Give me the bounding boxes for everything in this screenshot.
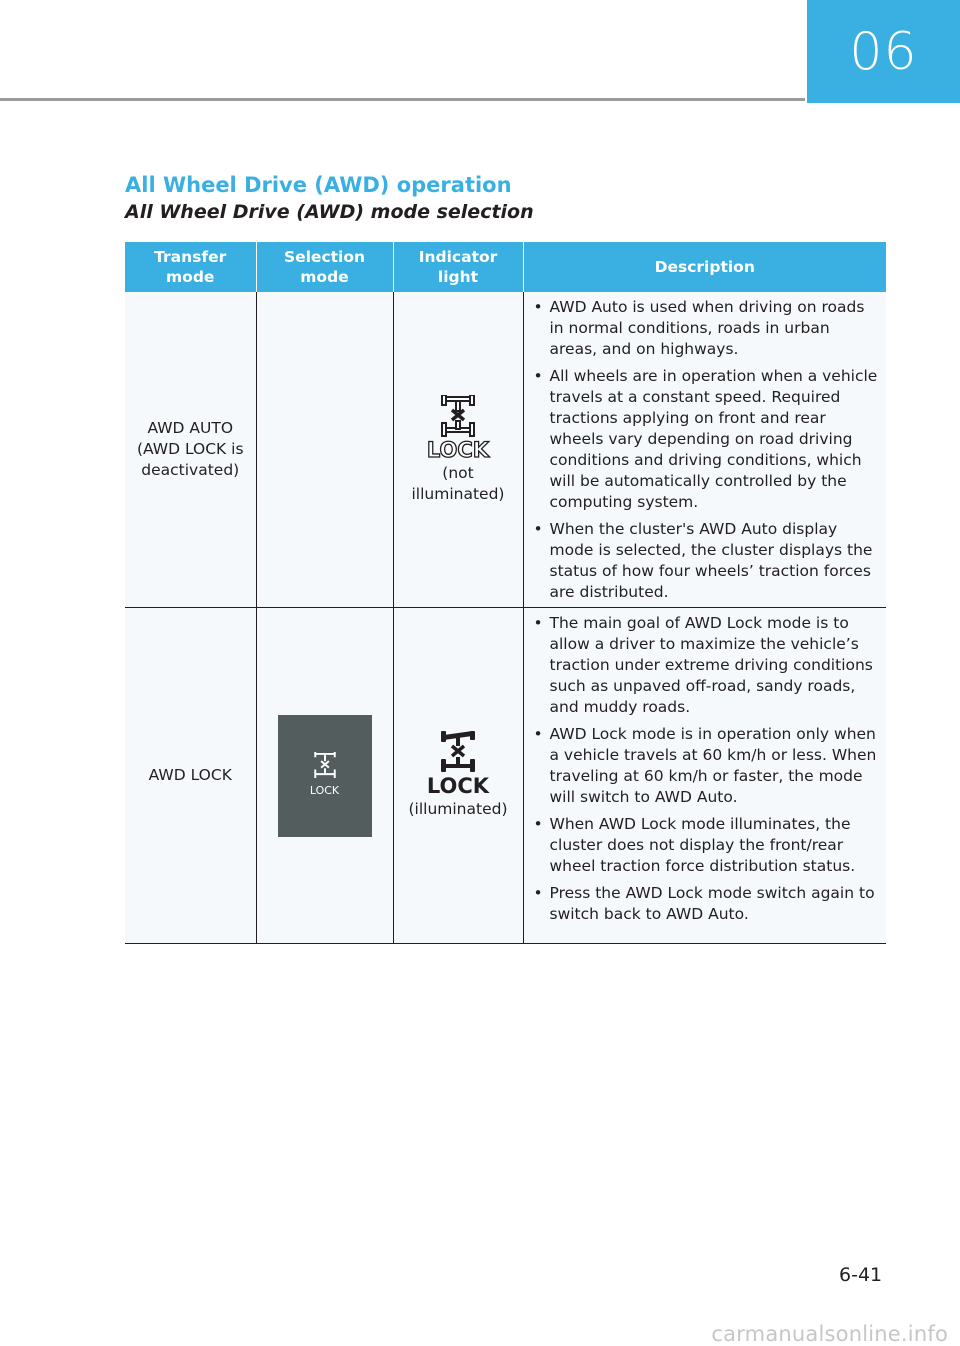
header-rule xyxy=(0,98,805,101)
page-number: 6-41 xyxy=(839,1264,883,1286)
indicator-state-text: (not illuminated) xyxy=(411,463,505,503)
list-item: • When the cluster's AWD Auto display mode is selected, the cluster displays the status of how four wheels’ traction forces are distributed. xyxy=(532,519,881,603)
transfer-mode-cell xyxy=(125,608,256,944)
chapter-tab xyxy=(807,0,960,103)
transfer-mode-text: AWD LOCK xyxy=(148,766,232,784)
indicator-light-cell xyxy=(393,292,523,608)
awd-lock-solid-icon xyxy=(438,731,478,773)
watermark: carmanualsonline.info xyxy=(711,1322,948,1346)
subsection-title: All Wheel Drive (AWD) mode selection xyxy=(125,201,534,223)
table-row-awd-auto xyxy=(125,292,886,608)
transfer-mode-text: AWD AUTO (AWD LOCK is deactivated) xyxy=(136,419,244,479)
list-item: • When AWD Lock mode illuminates, the cluster does not display the front/rear wheel traction force distribution status. xyxy=(532,814,881,877)
transfer-mode-cell xyxy=(125,292,256,608)
selection-mode-cell xyxy=(256,608,393,944)
switch-label: LOCK xyxy=(309,783,340,797)
list-item: • The main goal of AWD Lock mode is to allow a driver to maximize the vehicle’s traction under extreme driving conditions such as unpaved off-road, sandy roads, and muddy roads. xyxy=(532,613,881,718)
indicator-state-text: (illuminated) xyxy=(408,800,508,818)
header-indicator-light: Indicator light xyxy=(393,242,523,292)
description-list xyxy=(532,297,881,603)
header-description: Description xyxy=(523,242,886,292)
section-title: All Wheel Drive (AWD) operation xyxy=(125,173,512,197)
chapter-number: 06 xyxy=(849,21,918,82)
description-cell xyxy=(523,292,886,608)
header-transfer-mode: Transfer mode xyxy=(125,242,256,292)
lock-label-outline xyxy=(423,437,493,461)
lock-label-solid xyxy=(423,773,493,797)
list-item: • AWD Lock mode is in operation only when a vehicle travels at 60 km/h or less. When traveling at 60 km/h or faster, the mode will switch to AWD Auto. xyxy=(532,724,881,808)
awd-lock-switch xyxy=(278,715,372,837)
description-cell xyxy=(523,608,886,944)
list-item: • All wheels are in operation when a vehicle travels at a constant speed. Required tractions applying on front and rear wheels vary depending on road driving conditions and driving conditions, which will be automatically controlled by the computing system. xyxy=(532,366,881,513)
table-row-awd-lock xyxy=(125,608,886,944)
awd-lock-switch-icon xyxy=(312,751,338,779)
awd-lock-outline-icon xyxy=(438,395,478,437)
indicator-label-text: LOCK xyxy=(426,774,490,797)
description-list xyxy=(532,613,881,925)
selection-mode-cell xyxy=(256,292,393,608)
list-item: • Press the AWD Lock mode switch again to switch back to AWD Auto. xyxy=(532,883,881,925)
indicator-label-text: LOCK xyxy=(426,437,490,461)
indicator-light-cell xyxy=(393,608,523,944)
table-header-row xyxy=(125,242,886,292)
awd-mode-table xyxy=(125,242,886,944)
header-selection-mode: Selection mode xyxy=(256,242,393,292)
list-item: • AWD Auto is used when driving on roads in normal conditions, roads in urban areas, and on highways. xyxy=(532,297,881,360)
